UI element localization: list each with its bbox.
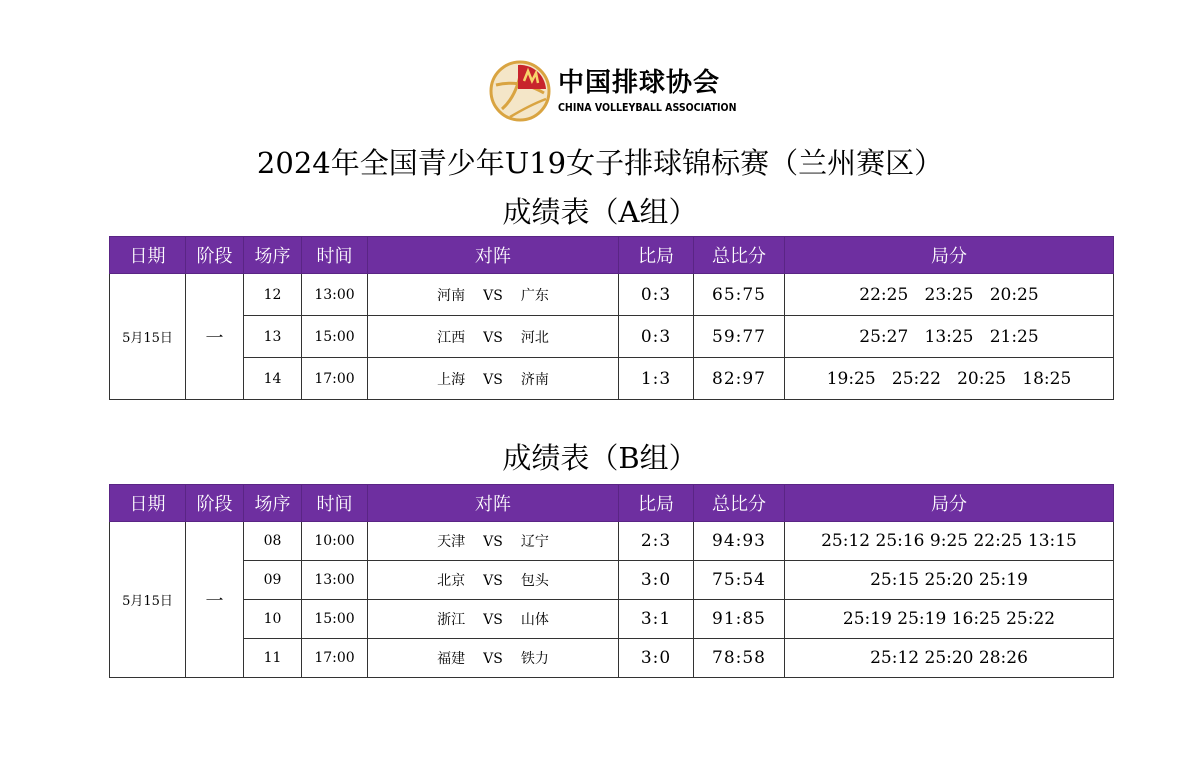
vs-label: VS: [483, 612, 503, 628]
sets-cell: 0:3: [619, 274, 694, 316]
table-row: [110, 316, 1114, 358]
logo-english-text: CHINA VOLLEYBALL ASSOCIATION: [558, 102, 737, 114]
total-score-cell: 78:58: [694, 639, 785, 678]
away-team: 辽宁: [520, 534, 549, 550]
logo-chinese-text: 中国排球协会: [558, 68, 721, 98]
group-a-results-table: [109, 236, 1114, 400]
page-title: 2024年全国青少年U19女子排球锦标赛（兰州赛区）: [256, 146, 944, 180]
volleyball-logo-icon: [488, 59, 552, 123]
time-cell: 15:00: [302, 600, 368, 639]
table-header-row: [110, 237, 1114, 274]
match-no-cell: 11: [244, 639, 302, 678]
away-team: 河北: [520, 329, 549, 346]
time-cell: 17:00: [302, 639, 368, 678]
matchup-cell: [368, 316, 619, 358]
vs-label: VS: [483, 287, 503, 304]
vs-label: VS: [483, 329, 503, 346]
vs-label: VS: [483, 573, 503, 589]
header-time: 时间: [302, 485, 368, 522]
header-matchup: 对阵: [368, 237, 619, 274]
home-team: 上海: [437, 371, 466, 388]
time-cell: 13:00: [302, 274, 368, 316]
matchup-cell: [368, 522, 619, 561]
header-total-score: 总比分: [694, 237, 785, 274]
sets-cell: 3:0: [619, 561, 694, 600]
total-score-cell: 65:75: [694, 274, 785, 316]
home-team: 北京: [437, 573, 466, 589]
sets-cell: 3:0: [619, 639, 694, 678]
set-scores-cell: 22:25 23:25 20:25: [785, 274, 1114, 316]
away-team: 铁力: [520, 651, 549, 667]
total-score-cell: 82:97: [694, 358, 785, 400]
set-scores-cell: 25:12 25:20 28:26: [785, 639, 1114, 678]
matchup-cell: [368, 358, 619, 400]
time-cell: 15:00: [302, 316, 368, 358]
sets-cell: 0:3: [619, 316, 694, 358]
total-score-cell: 94:93: [694, 522, 785, 561]
header-time: 时间: [302, 237, 368, 274]
vs-label: VS: [483, 371, 503, 388]
matchup-cell: [368, 639, 619, 678]
time-cell: 13:00: [302, 561, 368, 600]
match-no-cell: 13: [244, 316, 302, 358]
home-team: 浙江: [437, 612, 466, 628]
match-no-cell: 14: [244, 358, 302, 400]
set-scores-cell: 25:19 25:19 16:25 25:22: [785, 600, 1114, 639]
header-date: 日期: [110, 485, 186, 522]
home-team: 河南: [437, 287, 466, 304]
match-no-cell: 12: [244, 274, 302, 316]
vs-label: VS: [483, 651, 503, 667]
time-cell: 10:00: [302, 522, 368, 561]
header-stage: 阶段: [186, 237, 244, 274]
table-header-row: [110, 485, 1114, 522]
header-set-scores: 局分: [785, 485, 1114, 522]
header-total-score: 总比分: [694, 485, 785, 522]
time-cell: 17:00: [302, 358, 368, 400]
header-sets: 比局: [619, 237, 694, 274]
home-team: 江西: [437, 329, 466, 346]
total-score-cell: 59:77: [694, 316, 785, 358]
header-sets: 比局: [619, 485, 694, 522]
set-scores-cell: 25:12 25:16 9:25 22:25 13:15: [785, 522, 1114, 561]
home-team: 天津: [437, 534, 466, 550]
header-match-no: 场序: [244, 237, 302, 274]
matchup-cell: [368, 274, 619, 316]
sets-cell: 3:1: [619, 600, 694, 639]
association-logo: [488, 56, 737, 126]
stage-cell: 一: [186, 274, 244, 400]
match-no-cell: 09: [244, 561, 302, 600]
header-date: 日期: [110, 237, 186, 274]
group-b-results-table: [109, 484, 1114, 678]
total-score-cell: 91:85: [694, 600, 785, 639]
away-team: 山体: [520, 612, 549, 628]
away-team: 广东: [520, 287, 549, 304]
table-row: [110, 358, 1114, 400]
stage-cell: 一: [186, 522, 244, 678]
set-scores-cell: 25:27 13:25 21:25: [785, 316, 1114, 358]
match-no-cell: 08: [244, 522, 302, 561]
sets-cell: 1:3: [619, 358, 694, 400]
date-cell: 5月15日: [110, 274, 186, 400]
set-scores-cell: 25:15 25:20 25:19: [785, 561, 1114, 600]
set-scores-cell: 19:25 25:22 20:25 18:25: [785, 358, 1114, 400]
header-matchup: 对阵: [368, 485, 619, 522]
table-row: [110, 639, 1114, 678]
header-match-no: 场序: [244, 485, 302, 522]
match-no-cell: 10: [244, 600, 302, 639]
away-team: 包头: [520, 573, 549, 589]
sets-cell: 2:3: [619, 522, 694, 561]
matchup-cell: [368, 600, 619, 639]
table-row: [110, 600, 1114, 639]
header-stage: 阶段: [186, 485, 244, 522]
home-team: 福建: [437, 651, 466, 667]
group-a-title: 成绩表（A组）: [502, 195, 698, 229]
header-set-scores: 局分: [785, 237, 1114, 274]
table-row: [110, 561, 1114, 600]
table-row: [110, 274, 1114, 316]
matchup-cell: [368, 561, 619, 600]
date-cell: 5月15日: [110, 522, 186, 678]
group-b-title: 成绩表（B组）: [502, 441, 698, 475]
table-row: [110, 522, 1114, 561]
vs-label: VS: [483, 534, 503, 550]
total-score-cell: 75:54: [694, 561, 785, 600]
away-team: 济南: [520, 371, 549, 388]
